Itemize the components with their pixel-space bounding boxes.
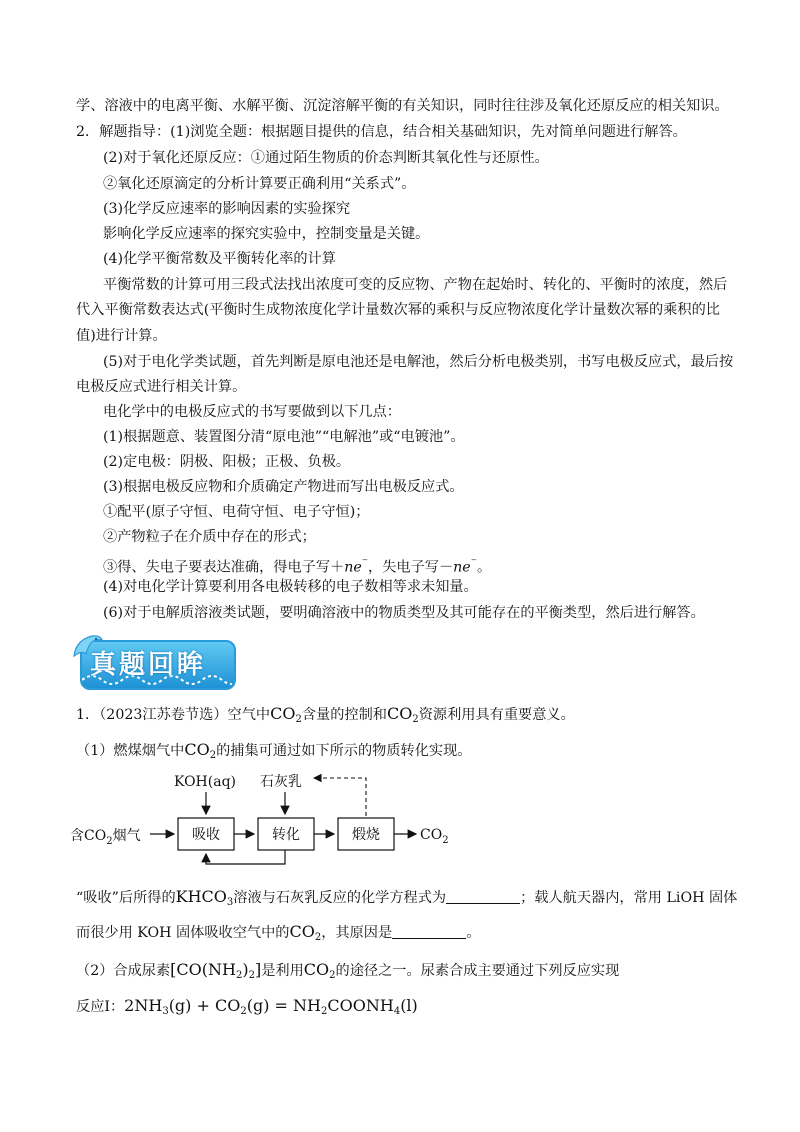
formula: (l): [400, 996, 418, 1015]
question-line: [76, 922, 480, 948]
convert-label: 转化: [272, 827, 300, 843]
banner-title: 真题回眸: [90, 650, 207, 680]
text-segment: （1）燃煤烟气中: [76, 743, 185, 759]
subscript: 3: [226, 897, 234, 908]
formula: (g) = NH: [246, 996, 321, 1015]
lime-label: 石灰乳: [260, 774, 302, 790]
koh-label: KOH(aq): [174, 774, 237, 790]
text-line: [103, 552, 491, 578]
answer-blank[interactable]: [392, 924, 466, 939]
electron-symbol: ne: [453, 559, 471, 576]
text-segment: 溶液与石灰乳反应的化学方程式为: [233, 890, 447, 906]
text-segment: 1．（2023江苏卷节选）空气中: [76, 707, 271, 723]
text-segment: 的捕集可通过如下所示的物质转化实现。: [216, 743, 472, 759]
text-line: (3)根据电极反应物和介质确定产物进而写出电极反应式。: [103, 479, 464, 495]
formula: 2NH: [124, 996, 163, 1015]
subscript: 2: [209, 750, 217, 761]
text-line: (3)化学反应速率的影响因素的实验探究: [103, 201, 351, 217]
text-segment: ③得、失电子要表达准确，得电子写＋: [103, 559, 345, 576]
text-segment: 。: [466, 925, 481, 941]
recycle-arrow: [314, 778, 366, 816]
formula: CO: [289, 922, 315, 941]
formula: CO: [386, 704, 413, 723]
text-line: 平衡常数的计算可用三段式法找出浓度可变的反应物、产物在起始时、转化的、平衡时的浓度，然后: [103, 277, 728, 293]
formula: COONH: [327, 996, 394, 1015]
subscript: 2: [240, 1006, 247, 1017]
question-line: [76, 740, 471, 766]
electron-symbol: ne: [344, 559, 362, 576]
formula: ]: [254, 960, 262, 979]
text-segment: 含量的控制和: [301, 707, 387, 723]
charge-sign: ⁻: [470, 555, 477, 569]
text-segment: “吸收”后所得的: [76, 890, 176, 906]
formula: ): [242, 960, 249, 979]
formula: KHCO: [175, 887, 227, 906]
return-arrow: [206, 850, 285, 864]
formula: [CO(NH: [170, 960, 236, 979]
text-segment: 资源利用具有重要意义。: [418, 707, 575, 723]
text-segment: ；载人航天器内，常用 LiOH 固体: [520, 890, 738, 906]
subscript: 2: [248, 970, 255, 981]
formula: CO: [303, 960, 330, 979]
text-line: 影响化学反应速率的探究实验中，控制变量是关键。: [103, 226, 430, 242]
co2-output-label: $CO_2$: [420, 827, 449, 846]
subscript: 2: [329, 970, 336, 981]
text-line: 2．解题指导：(1)浏览全题：根据题目提供的信息，结合相关基础知识，先对简单问题进行解答。: [76, 124, 687, 140]
subscript: 2: [295, 714, 302, 725]
text-line: ①配平(原子守恒、电荷守恒、电子守恒)；: [103, 504, 370, 520]
text-line: 代入平衡常数表达式(平衡时生成物浓度化学计量数次幂的乘积与反应物浓度化学计量数次幂的乘积的比: [76, 302, 720, 318]
subscript: 2: [321, 1006, 328, 1017]
subscript: 2: [412, 714, 419, 725]
reaction-label: 反应Ⅰ：: [76, 999, 125, 1015]
text-line: (1)根据题意、装置图分清“原电池”“电解池”或“电镀池”。: [103, 429, 465, 445]
text-line: ②氧化还原滴定的分析计算要正确利用“关系式”。: [103, 176, 416, 192]
section-banner: [70, 632, 238, 694]
text-line: 学、溶液中的电离平衡、水解平衡、沉淀溶解平衡的有关知识，同时往往涉及氧化还原反应的相关知识。: [76, 98, 729, 114]
text-line: (2)对于氧化还原反应：①通过陌生物质的价态判断其氧化性与还原性。: [103, 150, 549, 166]
formula: CO: [270, 704, 296, 723]
text-line: (4)对电化学计算要利用各电极转移的电子数相等求未知量。: [103, 579, 478, 595]
subscript: 4: [393, 1006, 401, 1017]
text-line: (5)对于电化学类试题，首先判断是原电池还是电解池，然后分析电极类别，书写电极反应式，最后按: [103, 354, 734, 370]
formula: CO: [184, 740, 210, 759]
text-line: (2)定电极：阴极、阳极；正极、负极。: [103, 454, 351, 470]
subscript: 2: [314, 932, 322, 943]
text-line: (4)化学平衡常数及平衡转化率的计算: [103, 251, 336, 267]
text-line: 电极反应式进行相关计算。: [76, 379, 247, 395]
charge-sign: ⁻: [361, 555, 368, 569]
text-line: 值)进行计算。: [76, 328, 167, 344]
process-flow-diagram: [70, 768, 490, 878]
text-line: (6)对于电解质溶液类试题，要明确溶液中的物质类型及其可能存在的平衡类型，然后进行解答。: [103, 605, 705, 621]
absorb-label: 吸收: [192, 827, 220, 843]
formula: (g) + CO: [168, 996, 241, 1015]
text-segment: 的途径之一。尿素合成主要通过下列反应实现: [335, 963, 620, 979]
question-line: [76, 887, 737, 913]
subscript: 2: [235, 970, 243, 981]
text-segment: ，失电子写－: [368, 559, 454, 576]
reaction-line: [76, 996, 418, 1022]
text-segment: 是利用: [261, 963, 304, 979]
text-line: ②产物粒子在介质中存在的形式；: [103, 529, 316, 545]
text-segment: 而很少用 KOH 固体吸收空气中的: [76, 925, 290, 941]
text-line: 电化学中的电极反应式的书写要做到以下几点：: [103, 404, 401, 420]
question-line: [76, 704, 575, 730]
flue-gas-label: 含$CO_2$烟气: [70, 828, 141, 847]
text-segment: 。: [476, 559, 492, 576]
subscript: 3: [162, 1006, 169, 1017]
text-segment: ，其原因是: [321, 925, 393, 941]
text-segment: （2）合成尿素: [76, 963, 171, 979]
answer-blank[interactable]: [446, 889, 520, 904]
calcine-label: 煅烧: [352, 827, 380, 843]
question-line: [76, 960, 619, 986]
